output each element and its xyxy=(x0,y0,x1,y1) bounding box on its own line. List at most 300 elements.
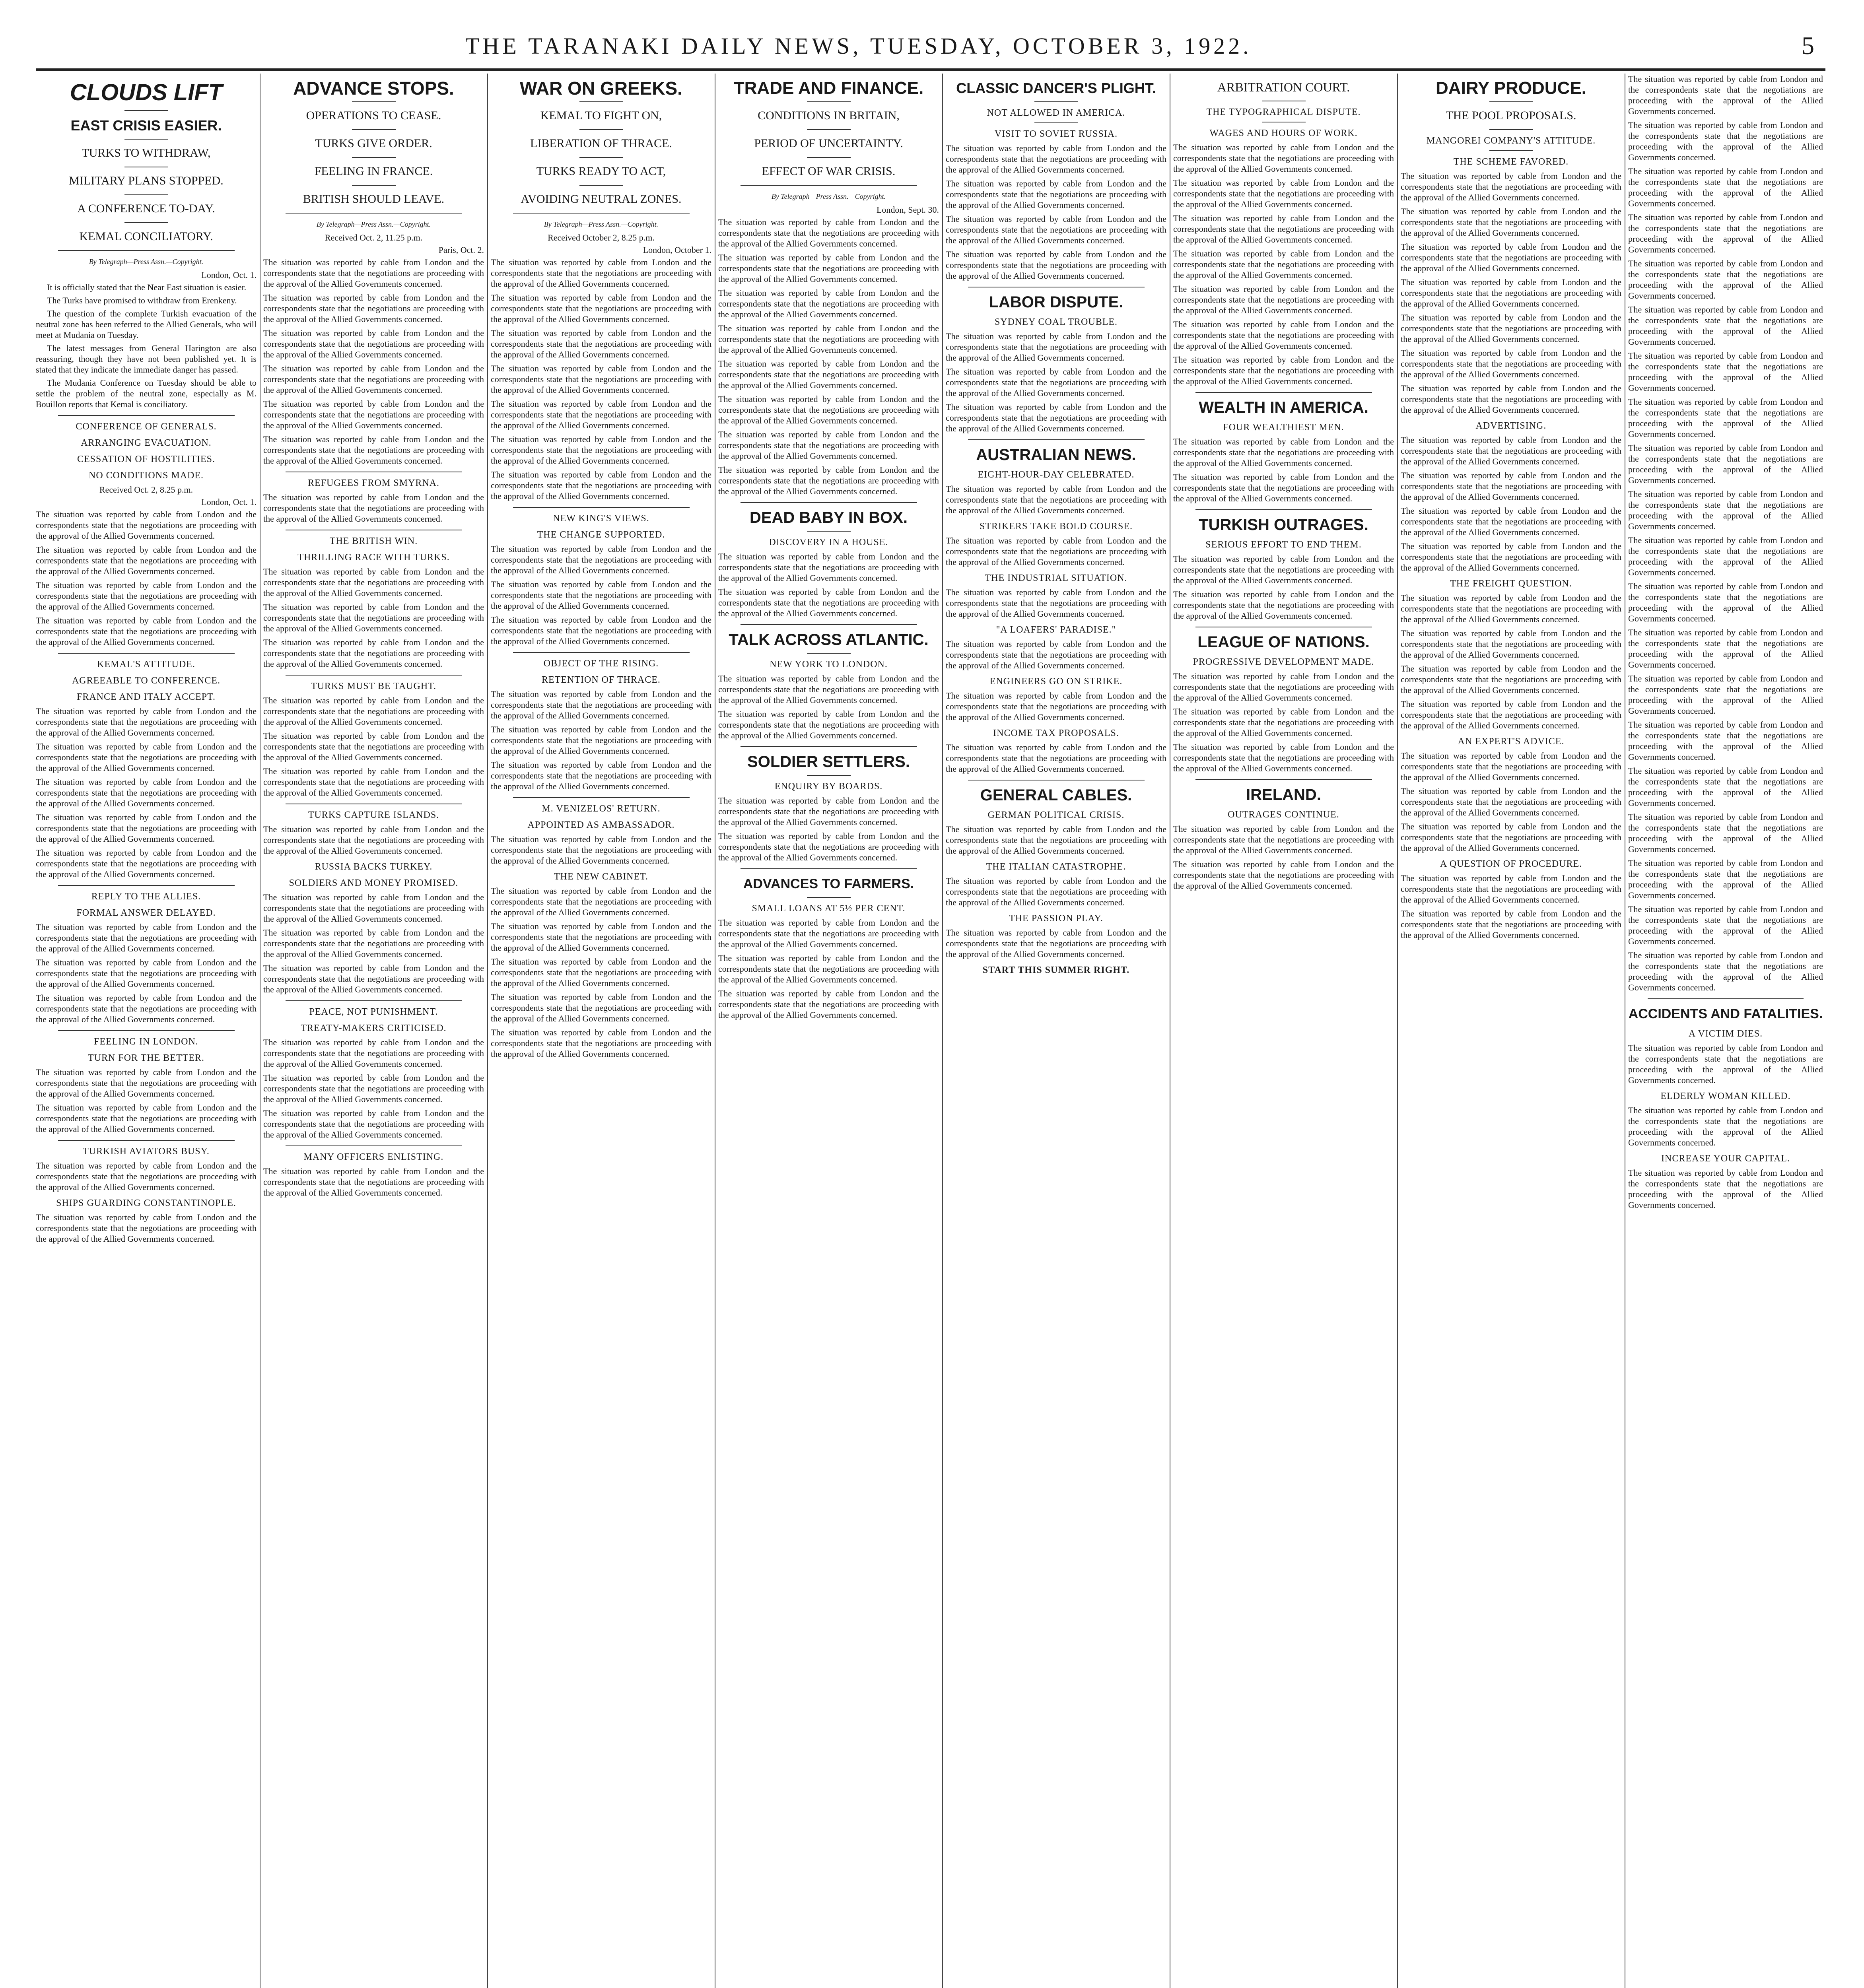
divider xyxy=(124,139,168,140)
column-5 xyxy=(946,74,1166,1988)
body-text: The situation was reported by cable from London and the correspondents state that the negotiations are proceeding with the approval of the Allied Governments concerned. xyxy=(263,567,484,598)
body-text: The situation was reported by cable from London and the correspondents state that the negotiations are proceeding with the approval of the Allied Governments concerned. xyxy=(491,544,711,575)
divider xyxy=(58,1140,235,1141)
section-heading: FORMAL ANSWER DELAYED. xyxy=(76,908,216,918)
divider xyxy=(741,868,917,869)
divider xyxy=(286,1000,462,1001)
dateline: London, Oct. 1. xyxy=(201,497,257,507)
body-text: The situation was reported by cable from London and the correspondents state that the negotiations are proceeding with the approval of the Allied Governments concerned. xyxy=(1401,277,1621,309)
divider xyxy=(124,194,168,195)
divider xyxy=(513,652,690,653)
section-headline: ACCIDENTS AND FATALITIES. xyxy=(1628,1006,1823,1021)
body-text: The situation was reported by cable from London and the correspondents state that the negotiations are proceeding with the approval of the Allied Governments concerned. xyxy=(36,1103,257,1134)
body-text: The situation was reported by cable from London and the correspondents state that the negotiations are proceeding with the approval of the Allied Governments concerned. xyxy=(1628,489,1823,531)
body-text: The situation was reported by cable from London and the correspondents state that the negotiations are proceeding with the approval of the Allied Governments concerned. xyxy=(718,323,939,355)
column-8 xyxy=(1628,74,1823,1988)
body-text: The situation was reported by cable from London and the correspondents state that the negotiations are proceeding with the approval of the Allied Governments concerned. xyxy=(1628,258,1823,301)
body-text: The situation was reported by cable from London and the correspondents state that the negotiations are proceeding with the approval of the Allied Governments concerned. xyxy=(1173,671,1394,703)
column-2 xyxy=(263,74,484,1988)
body-text: The situation was reported by cable from London and the correspondents state that the negotiations are proceeding with the approval of the Allied Governments concerned. xyxy=(36,922,257,953)
body-text: The situation was reported by cable from London and the correspondents state that the negotiations are proceeding with the approval of the Allied Governments concerned. xyxy=(946,143,1166,175)
section-heading: AGREEABLE TO CONFERENCE. xyxy=(72,676,221,686)
body-text: The situation was reported by cable from London and the correspondents state that the negotiations are proceeding with the approval of the Allied Governments concerned. xyxy=(1401,821,1621,853)
body-text: The situation was reported by cable from London and the correspondents state that the negotiations are proceeding with the approval of the Allied Governments concerned. xyxy=(946,639,1166,670)
divider xyxy=(807,101,851,102)
body-text: The situation was reported by cable from London and the correspondents state that the negotiations are proceeding with the approval of the Allied Governments concerned. xyxy=(718,953,939,984)
divider xyxy=(741,624,917,625)
headline: TRADE AND FINANCE. xyxy=(733,78,924,98)
subheadline: OPERATIONS TO CEASE. xyxy=(306,109,441,122)
body-text: The situation was reported by cable from London and the correspondents state that the negotiations are proceeding with the approval of the Allied Governments concerned. xyxy=(1173,859,1394,891)
body-text: The situation was reported by cable from London and the correspondents state that the negotiations are proceeding with the approval of the Allied Governments concerned. xyxy=(263,731,484,762)
body-text: The situation was reported by cable from London and the correspondents state that the negotiations are proceeding with the approval of the Allied Governments concerned. xyxy=(263,824,484,856)
subheadline: KEMAL TO FIGHT ON, xyxy=(540,109,662,122)
section-heading: SHIPS GUARDING CONSTANTINOPLE. xyxy=(56,1198,236,1208)
body-text: The situation was reported by cable from London and the correspondents state that the negotiations are proceeding with the approval of the Allied Governments concerned. xyxy=(1173,178,1394,209)
section-heading: ARRANGING EVACUATION. xyxy=(81,438,212,448)
section-heading: KEMAL'S ATTITUDE. xyxy=(97,659,195,670)
column-7 xyxy=(1401,74,1621,1988)
body-text: The situation was reported by cable from London and the correspondents state that the negotiations are proceeding with the approval of the Allied Governments concerned. xyxy=(491,992,711,1023)
column-3 xyxy=(491,74,711,1988)
body-text: The situation was reported by cable from London and the correspondents state that the negotiations are proceeding with the approval of the Allied Governments concerned. xyxy=(1401,751,1621,782)
divider xyxy=(1195,392,1372,393)
divider xyxy=(513,213,690,214)
headline: DAIRY PRODUCE. xyxy=(1436,78,1586,98)
body-text: The situation was reported by cable from London and the correspondents state that the negotiations are proceeding with the approval of the Allied Governments concerned. xyxy=(718,394,939,425)
body-text: The situation was reported by cable from London and the correspondents state that the negotiations are proceeding with the approval of the Allied Governments concerned. xyxy=(491,834,711,866)
body-text: The situation was reported by cable from London and the correspondents state that the negotiations are proceeding with the approval of the Allied Governments concerned. xyxy=(263,766,484,798)
press-credit: By Telegraph—Press Assn.—Copyright. xyxy=(89,258,204,266)
body-text: The situation was reported by cable from London and the correspondents state that the negotiations are proceeding with the approval of the Allied Governments concerned. xyxy=(1401,206,1621,238)
subheadline: THE SCHEME FAVORED. xyxy=(1453,157,1569,167)
body-text: The situation was reported by cable from London and the correspondents state that the negotiations are proceeding with the approval of the Allied Governments concerned. xyxy=(1173,284,1394,315)
body-text: The situation was reported by cable from London and the correspondents state that the negotiations are proceeding with the approval of the Allied Governments concerned. xyxy=(491,363,711,395)
divider xyxy=(1648,998,1804,999)
section-heading: TREATY-MAKERS CRITICISED. xyxy=(301,1023,447,1033)
body-text: The situation was reported by cable from London and the correspondents state that the negotiations are proceeding with the approval of the Allied Governments concerned. xyxy=(1173,213,1394,245)
body-text: The situation was reported by cable from London and the correspondents state that the negotiations are proceeding with the approval of the Allied Governments concerned. xyxy=(491,293,711,324)
body-text: The situation was reported by cable from London and the correspondents state that the negotiations are proceeding with the approval of the Allied Governments concerned. xyxy=(718,551,939,583)
column-rule xyxy=(1397,74,1398,1988)
section-heading: NEW YORK TO LONDON. xyxy=(770,659,888,670)
subheadline: NOT ALLOWED IN AMERICA. xyxy=(987,108,1125,118)
subheadline: MILITARY PLANS STOPPED. xyxy=(69,174,224,187)
body-text: The situation was reported by cable from London and the correspondents state that the negotiations are proceeding with the approval of the Allied Governments concerned. xyxy=(1173,248,1394,280)
body-text: The situation was reported by cable from London and the correspondents state that the negotiations are proceeding with the approval of the Allied Governments concerned. xyxy=(946,536,1166,567)
body-text: The situation was reported by cable from London and the correspondents state that the negotiations are proceeding with the approval of the Allied Governments concerned. xyxy=(36,706,257,738)
headline: WAR ON GREEKS. xyxy=(520,78,682,99)
body-text: The situation was reported by cable from London and the correspondents state that the negotiations are proceeding with the approval of the Allied Governments concerned. xyxy=(718,918,939,949)
section-heading: NEW KING'S VIEWS. xyxy=(553,513,649,524)
headline: CLASSIC DANCER'S PLIGHT. xyxy=(956,80,1156,96)
divider xyxy=(124,110,168,111)
section-heading: DISCOVERY IN A HOUSE. xyxy=(769,537,888,547)
body-text: The situation was reported by cable from London and the correspondents state that the negotiations are proceeding with the approval of the Allied Governments concerned. xyxy=(1173,742,1394,773)
subheadline: MANGOREI COMPANY'S ATTITUDE. xyxy=(1426,136,1596,146)
body-text: The situation was reported by cable from London and the correspondents state that the negotiations are proceeding with the approval of the Allied Governments concerned. xyxy=(1628,904,1823,946)
body-text: The situation was reported by cable from London and the correspondents state that the negotiations are proceeding with the approval of the Allied Governments concerned. xyxy=(1401,348,1621,379)
body-text: The situation was reported by cable from London and the correspondents state that the negotiations are proceeding with the approval of the Allied Governments concerned. xyxy=(263,1073,484,1104)
divider xyxy=(58,1030,235,1031)
subheadline: PERIOD OF UNCERTAINTY. xyxy=(754,137,903,150)
body-text: The situation was reported by cable from London and the correspondents state that the negotiations are proceeding with the approval of the Allied Governments concerned. xyxy=(1401,628,1621,660)
body-text: The situation was reported by cable from London and the correspondents state that the negotiations are proceeding with the approval of the Allied Governments concerned. xyxy=(36,509,257,541)
section-headline: TURKISH OUTRAGES. xyxy=(1199,516,1368,534)
body-text: The situation was reported by cable from London and the correspondents state that the negotiations are proceeding with the approval of the Allied Governments concerned. xyxy=(491,957,711,988)
column-1 xyxy=(36,74,257,1988)
body-text: The situation was reported by cable from London and the correspondents state that the negotiations are proceeding with the approval of the Allied Governments concerned. xyxy=(1628,627,1823,670)
body-text: The situation was reported by cable from London and the correspondents state that the negotiations are proceeding with the approval of the Allied Governments concerned. xyxy=(36,1161,257,1192)
body-text: The situation was reported by cable from London and the correspondents state that the negotiations are proceeding with the approval of the Allied Governments concerned. xyxy=(263,363,484,395)
body-text: The situation was reported by cable from London and the correspondents state that the negotiations are proceeding with the approval of the Allied Governments concerned. xyxy=(718,831,939,862)
body-text: The situation was reported by cable from London and the correspondents state that the negotiations are proceeding with the approval of the Allied Governments concerned. xyxy=(491,470,711,501)
section-heading: THRILLING RACE WITH TURKS. xyxy=(297,552,450,563)
section-heading: PROGRESSIVE DEVELOPMENT MADE. xyxy=(1193,657,1374,667)
subheadline: FEELING IN FRANCE. xyxy=(314,165,433,178)
section-heading: STRIKERS TAKE BOLD COURSE. xyxy=(979,521,1133,532)
body-text: The situation was reported by cable from London and the correspondents state that the negotiations are proceeding with the approval of the Allied Governments concerned. xyxy=(718,587,939,618)
body-text: The situation was reported by cable from London and the correspondents state that the negotiations are proceeding with the approval of the Allied Governments concerned. xyxy=(1401,171,1621,202)
section-heading: TURKISH AVIATORS BUSY. xyxy=(83,1146,210,1157)
body-text: The situation was reported by cable from London and the correspondents state that the negotiations are proceeding with the approval of the Allied Governments concerned. xyxy=(263,293,484,324)
section-heading: SERIOUS EFFORT TO END THEM. xyxy=(1205,540,1362,550)
section-heading: EIGHT-HOUR-DAY CELEBRATED. xyxy=(978,470,1135,480)
section-heading: ENGINEERS GO ON STRIKE. xyxy=(989,676,1123,687)
divider xyxy=(513,797,690,798)
divider xyxy=(124,222,168,223)
section-heading: OUTRAGES CONTINUE. xyxy=(1228,810,1339,820)
divider xyxy=(1489,129,1533,130)
body-text: The situation was reported by cable from London and the correspondents state that the negotiations are proceeding with the approval of the Allied Governments concerned. xyxy=(1628,212,1823,254)
body-text: The situation was reported by cable from London and the correspondents state that the negotiations are proceeding with the approval of the Allied Governments concerned. xyxy=(718,796,939,827)
received-line: Received Oct. 2, 8.25 p.m. xyxy=(99,485,193,495)
divider xyxy=(1489,101,1533,102)
body-text: The situation was reported by cable from London and the correspondents state that the negotiations are proceeding with the approval of the Allied Governments concerned. xyxy=(263,492,484,524)
body-text: The situation was reported by cable from London and the correspondents state that the negotiations are proceeding with the approval of the Allied Governments concerned. xyxy=(263,637,484,669)
body-text: The situation was reported by cable from London and the correspondents state that the negotiations are proceeding with the approval of the Allied Governments concerned. xyxy=(946,742,1166,774)
section-heading: FRANCE AND ITALY ACCEPT. xyxy=(76,692,216,702)
body-text: The situation was reported by cable from London and the correspondents state that the negotiations are proceeding with the approval of the Allied Governments concerned. xyxy=(491,689,711,720)
section-heading: THE NEW CABINET. xyxy=(554,872,649,882)
received-line: Received October 2, 8.25 p.m. xyxy=(548,233,655,243)
divider xyxy=(579,185,623,186)
body-text: The situation was reported by cable from London and the correspondents state that the negotiations are proceeding with the approval of the Allied Governments concerned. xyxy=(946,402,1166,433)
body-text: The situation was reported by cable from London and the correspondents state that the negotiations are proceeding with the approval of the Allied Governments concerned. xyxy=(1401,506,1621,537)
body-text: The situation was reported by cable from London and the correspondents state that the negotiations are proceeding with the approval of the Allied Governments concerned. xyxy=(491,399,711,430)
body-text: The situation was reported by cable from London and the correspondents state that the negotiations are proceeding with the approval of the Allied Governments concerned. xyxy=(263,399,484,430)
body-text: The situation was reported by cable from London and the correspondents state that the negotiations are proceeding with the approval of the Allied Governments concerned. xyxy=(1628,674,1823,716)
subheadline: TURKS GIVE ORDER. xyxy=(315,137,432,150)
section-headline: ADVANCES TO FARMERS. xyxy=(743,876,914,891)
body-text: The situation was reported by cable from London and the correspondents state that the negotiations are proceeding with the approval of the Allied Governments concerned. xyxy=(36,1067,257,1099)
body-text: The situation was reported by cable from London and the correspondents state that the negotiations are proceeding with the approval of the Allied Governments concerned. xyxy=(36,993,257,1024)
body-text: The situation was reported by cable from London and the correspondents state that the negotiations are proceeding with the approval of the Allied Governments concerned. xyxy=(1628,1043,1823,1085)
body-text: The situation was reported by cable from London and the correspondents state that the negotiations are proceeding with the approval of the Allied Governments concerned. xyxy=(1628,950,1823,992)
body-text: The situation was reported by cable from London and the correspondents state that the negotiations are proceeding with the approval of the Allied Governments concerned. xyxy=(491,328,711,359)
body-text: The situation was reported by cable from London and the correspondents state that the negotiations are proceeding with the approval of the Allied Governments concerned. xyxy=(946,824,1166,856)
article-paragraph: The Mudania Conference on Tuesday should be able to settle the problem of the neutral zone, especially as M. Bouillon reports that Kemal is conciliatory. xyxy=(36,378,257,409)
section-heading: "A LOAFERS' PARADISE." xyxy=(996,625,1116,635)
section-heading: TURKS MUST BE TAUGHT. xyxy=(311,681,437,691)
subheadline: VISIT TO SOVIET RUSSIA. xyxy=(994,129,1118,139)
section-heading: REPLY TO THE ALLIES. xyxy=(91,891,201,902)
body-text: The situation was reported by cable from London and the correspondents state that the negotiations are proceeding with the approval of the Allied Governments concerned. xyxy=(1173,142,1394,174)
page-number: 5 xyxy=(1802,31,1817,60)
section-headline: WEALTH IN AMERICA. xyxy=(1199,399,1368,416)
section-heading: OBJECT OF THE RISING. xyxy=(543,658,659,669)
subheadline: TURKS TO WITHDRAW, xyxy=(82,146,211,159)
dateline: London, Oct. 1. xyxy=(201,270,257,280)
section-heading: NO CONDITIONS MADE. xyxy=(89,470,204,481)
body-text: The situation was reported by cable from London and the correspondents state that the negotiations are proceeding with the approval of the Allied Governments concerned. xyxy=(1628,720,1823,762)
body-text: The situation was reported by cable from London and the correspondents state that the negotiations are proceeding with the approval of the Allied Governments concerned. xyxy=(1401,593,1621,624)
divider xyxy=(579,101,623,102)
section-headline: DEAD BABY IN BOX. xyxy=(749,509,908,526)
body-text: The situation was reported by cable from London and the correspondents state that the negotiations are proceeding with the approval of the Allied Governments concerned. xyxy=(491,886,711,917)
columns xyxy=(36,74,1825,1988)
article-paragraph: It is officially stated that the Near East situation is easier. xyxy=(47,282,247,292)
divider xyxy=(741,502,917,503)
body-text: The situation was reported by cable from London and the correspondents state that the negotiations are proceeding with the approval of the Allied Governments concerned. xyxy=(1401,470,1621,502)
body-text: The situation was reported by cable from London and the correspondents state that the negotiations are proceeding with the approval of the Allied Governments concerned. xyxy=(718,359,939,390)
divider xyxy=(807,653,851,654)
section-heading: RETENTION OF THRACE. xyxy=(542,675,661,685)
body-text: The situation was reported by cable from London and the correspondents state that the negotiations are proceeding with the approval of the Allied Governments concerned. xyxy=(1628,74,1823,116)
section-heading: INCOME TAX PROPOSALS. xyxy=(993,728,1119,738)
body-text: The situation was reported by cable from London and the correspondents state that the negotiations are proceeding with the approval of the Allied Governments concerned. xyxy=(1173,554,1394,585)
dateline: London, October 1. xyxy=(643,245,711,255)
press-credit: By Telegraph—Press Assn.—Copyright. xyxy=(316,220,431,228)
section-heading: A VICTIM DIES. xyxy=(1688,1029,1763,1039)
body-text: The situation was reported by cable from London and the correspondents state that the negotiations are proceeding with the approval of the Allied Governments concerned. xyxy=(491,921,711,953)
section-heading: FOUR WEALTHIEST MEN. xyxy=(1223,422,1344,433)
divider xyxy=(579,157,623,158)
subheadline: CONDITIONS IN BRITAIN, xyxy=(758,109,900,122)
body-text: The situation was reported by cable from London and the correspondents state that the negotiations are proceeding with the approval of the Allied Governments concerned. xyxy=(718,252,939,284)
body-text: The situation was reported by cable from London and the correspondents state that the negotiations are proceeding with the approval of the Allied Governments concerned. xyxy=(1401,873,1621,905)
body-text: The situation was reported by cable from London and the correspondents state that the negotiations are proceeding with the approval of the Allied Governments concerned. xyxy=(491,724,711,756)
body-text: The situation was reported by cable from London and the correspondents state that the negotiations are proceeding with the approval of the Allied Governments concerned. xyxy=(946,587,1166,619)
body-text: The situation was reported by cable from London and the correspondents state that the negotiations are proceeding with the approval of the Allied Governments concerned. xyxy=(263,928,484,959)
body-text: The situation was reported by cable from London and the correspondents state that the negotiations are proceeding with the approval of the Allied Governments concerned. xyxy=(1401,699,1621,730)
body-text: The situation was reported by cable from London and the correspondents state that the negotiations are proceeding with the approval of the Allied Governments concerned. xyxy=(263,328,484,359)
body-text: The situation was reported by cable from London and the correspondents state that the negotiations are proceeding with the approval of the Allied Governments concerned. xyxy=(1628,443,1823,485)
body-text: The situation was reported by cable from London and the correspondents state that the negotiations are proceeding with the approval of the Allied Governments concerned. xyxy=(1401,541,1621,573)
body-text: The situation was reported by cable from London and the correspondents state that the negotiations are proceeding with the approval of the Allied Governments concerned. xyxy=(36,615,257,647)
body-text: The situation was reported by cable from London and the correspondents state that the negotiations are proceeding with the approval of the Allied Governments concerned. xyxy=(1628,351,1823,393)
divider xyxy=(58,885,235,886)
body-text: The situation was reported by cable from London and the correspondents state that the negotiations are proceeding with the approval of the Allied Governments concerned. xyxy=(36,777,257,808)
masthead xyxy=(36,24,1817,68)
section-heading: ENQUIRY BY BOARDS. xyxy=(774,781,883,792)
divider xyxy=(807,775,851,776)
article-paragraph: The latest messages from General Harington are also reassuring, though they have not been published yet. It is stated that they indicate the immediate danger has passed. xyxy=(36,343,257,375)
section-heading: SYDNEY COAL TROUBLE. xyxy=(994,317,1118,327)
body-text: The situation was reported by cable from London and the correspondents state that the negotiations are proceeding with the approval of the Allied Governments concerned. xyxy=(1628,397,1823,439)
section-heading: MANY OFFICERS ENLISTING. xyxy=(303,1152,444,1162)
body-text: The situation was reported by cable from London and the correspondents state that the negotiations are proceeding with the approval of the Allied Governments concerned. xyxy=(946,249,1166,281)
body-text: The situation was reported by cable from London and the correspondents state that the negotiations are proceeding with the approval of the Allied Governments concerned. xyxy=(718,288,939,319)
divider xyxy=(741,746,917,747)
masthead-rule xyxy=(36,68,1825,71)
body-text: The situation was reported by cable from London and the correspondents state that the negotiations are proceeding with the approval of the Allied Governments concerned. xyxy=(1401,313,1621,344)
section-heading: AN EXPERT'S ADVICE. xyxy=(1458,736,1565,747)
subheadline: A CONFERENCE TO-DAY. xyxy=(77,202,215,215)
body-text: The situation was reported by cable from London and the correspondents state that the negotiations are proceeding with the approval of the Allied Governments concerned. xyxy=(36,1212,257,1244)
column-rule xyxy=(942,74,943,1988)
section-headline: IRELAND. xyxy=(1246,786,1321,804)
body-text: The situation was reported by cable from London and the correspondents state that the negotiations are proceeding with the approval of the Allied Governments concerned. xyxy=(263,434,484,466)
received-line: Received Oct. 2, 11.25 p.m. xyxy=(325,233,423,243)
divider xyxy=(1034,122,1078,123)
body-text: The situation was reported by cable from London and the correspondents state that the negotiations are proceeding with the approval of the Allied Governments concerned. xyxy=(1173,472,1394,503)
divider xyxy=(286,1145,462,1146)
section-heading: THE PASSION PLAY. xyxy=(1009,913,1103,924)
body-text: The situation was reported by cable from London and the correspondents state that the negotiations are proceeding with the approval of the Allied Governments concerned. xyxy=(491,615,711,646)
subheadline: LIBERATION OF THRACE. xyxy=(530,137,672,150)
section-heading: SMALL LOANS AT 5½ PER CENT. xyxy=(752,903,906,914)
body-text: The situation was reported by cable from London and the correspondents state that the negotiations are proceeding with the approval of the Allied Governments concerned. xyxy=(1173,824,1394,855)
body-text: The situation was reported by cable from London and the correspondents state that the negotiations are proceeding with the approval of the Allied Governments concerned. xyxy=(946,331,1166,363)
body-text: The situation was reported by cable from London and the correspondents state that the negotiations are proceeding with the approval of the Allied Governments concerned. xyxy=(946,928,1166,959)
press-credit: By Telegraph—Press Assn.—Copyright. xyxy=(771,192,886,200)
section-heading: APPOINTED AS AMBASSADOR. xyxy=(527,820,675,830)
section-heading: PEACE, NOT PUNISHMENT. xyxy=(309,1007,438,1017)
body-text: The situation was reported by cable from London and the correspondents state that the negotiations are proceeding with the approval of the Allied Governments concerned. xyxy=(946,179,1166,210)
body-text: The situation was reported by cable from London and the correspondents state that the negotiations are proceeding with the approval of the Allied Governments concerned. xyxy=(1628,305,1823,347)
divider xyxy=(807,129,851,130)
divider xyxy=(286,213,462,214)
body-text: The situation was reported by cable from London and the correspondents state that the negotiations are proceeding with the approval of the Allied Governments concerned. xyxy=(1401,786,1621,817)
section-heading: THE ITALIAN CATASTROPHE. xyxy=(986,862,1126,872)
body-text: The situation was reported by cable from London and the correspondents state that the negotiations are proceeding with the approval of the Allied Governments concerned. xyxy=(36,545,257,576)
body-text: The situation was reported by cable from London and the correspondents state that the negotiations are proceeding with the approval of the Allied Governments concerned. xyxy=(1173,589,1394,621)
body-text: The situation was reported by cable from London and the correspondents state that the negotiations are proceeding with the approval of the Allied Governments concerned. xyxy=(946,484,1166,515)
section-headline: GENERAL CABLES. xyxy=(980,786,1132,804)
body-text: The situation was reported by cable from London and the correspondents state that the negotiations are proceeding with the approval of the Allied Governments concerned. xyxy=(491,434,711,466)
body-text: The situation was reported by cable from London and the correspondents state that the negotiations are proceeding with the approval of the Allied Governments concerned. xyxy=(1628,812,1823,854)
divider xyxy=(286,675,462,676)
body-text: The situation was reported by cable from London and the correspondents state that the negotiations are proceeding with the approval of the Allied Governments concerned. xyxy=(1401,909,1621,940)
body-text: The situation was reported by cable from London and the correspondents state that the negotiations are proceeding with the approval of the Allied Governments concerned. xyxy=(1628,535,1823,577)
body-text: The situation was reported by cable from London and the correspondents state that the negotiations are proceeding with the approval of the Allied Governments concerned. xyxy=(718,465,939,496)
body-text: The situation was reported by cable from London and the correspondents state that the negotiations are proceeding with the approval of the Allied Governments concerned. xyxy=(263,695,484,727)
body-text: The situation was reported by cable from London and the correspondents state that the negotiations are proceeding with the approval of the Allied Governments concerned. xyxy=(263,1037,484,1069)
body-text: The situation was reported by cable from London and the correspondents state that the negotiations are proceeding with the approval of the Allied Governments concerned. xyxy=(946,367,1166,398)
body-text: The situation was reported by cable from London and the correspondents state that the negotiations are proceeding with the approval of the Allied Governments concerned. xyxy=(491,579,711,611)
subheadline: EFFECT OF WAR CRISIS. xyxy=(762,165,896,178)
body-text: The situation was reported by cable from London and the correspondents state that the negotiations are proceeding with the approval of the Allied Governments concerned. xyxy=(1628,581,1823,623)
section-heading: A QUESTION OF PROCEDURE. xyxy=(1440,859,1582,869)
section-heading: THE FREIGHT QUESTION. xyxy=(1450,579,1572,589)
body-text: The situation was reported by cable from London and the correspondents state that the negotiations are proceeding with the approval of the Allied Governments concerned. xyxy=(946,876,1166,907)
section-heading: ELDERLY WOMAN KILLED. xyxy=(1660,1091,1791,1101)
body-text: The situation was reported by cable from London and the correspondents state that the negotiations are proceeding with the approval of the Allied Governments concerned. xyxy=(1628,1168,1823,1210)
divider xyxy=(58,653,235,654)
section-heading: M. VENIZELOS' RETURN. xyxy=(542,804,661,814)
body-text: The situation was reported by cable from London and the correspondents state that the negotiations are proceeding with the approval of the Allied Governments concerned. xyxy=(1628,858,1823,900)
article-paragraph: The Turks have promised to withdraw from Erenkeny. xyxy=(47,295,237,305)
section-headline: LABOR DISPUTE. xyxy=(989,293,1123,311)
section-heading: TURN FOR THE BETTER. xyxy=(88,1053,204,1063)
newspaper-title: THE TARANAKI DAILY NEWS, TUESDAY, OCTOBER 3, 1922. xyxy=(465,33,1252,59)
section-headline: LEAGUE OF NATIONS. xyxy=(1197,633,1370,651)
divider xyxy=(968,439,1145,440)
divider xyxy=(352,185,396,186)
body-text: The situation was reported by cable from London and the correspondents state that the negotiations are proceeding with the approval of the Allied Governments concerned. xyxy=(263,892,484,924)
body-text: The situation was reported by cable from London and the correspondents state that the negotiations are proceeding with the approval of the Allied Governments concerned. xyxy=(718,217,939,248)
divider xyxy=(1195,779,1372,780)
section-heading: GERMAN POLITICAL CRISIS. xyxy=(987,810,1125,820)
body-text: The situation was reported by cable from London and the correspondents state that the negotiations are proceeding with the approval of the Allied Governments concerned. xyxy=(36,580,257,612)
divider xyxy=(807,531,851,532)
column-rule xyxy=(487,74,488,1988)
body-text: The situation was reported by cable from London and the correspondents state that the negotiations are proceeding with the approval of the Allied Governments concerned. xyxy=(718,709,939,740)
divider xyxy=(352,157,396,158)
body-text: The situation was reported by cable from London and the correspondents state that the negotiations are proceeding with the approval of the Allied Governments concerned. xyxy=(491,257,711,289)
divider xyxy=(1195,509,1372,510)
divider xyxy=(352,129,396,130)
section-headline: AUSTRALIAN NEWS. xyxy=(976,446,1136,464)
body-text: The situation was reported by cable from London and the correspondents state that the negotiations are proceeding with the approval of the Allied Governments concerned. xyxy=(1401,383,1621,415)
press-credit: By Telegraph—Press Assn.—Copyright. xyxy=(544,220,659,228)
divider xyxy=(58,250,235,251)
body-text: The situation was reported by cable from London and the correspondents state that the negotiations are proceeding with the approval of the Allied Governments concerned. xyxy=(36,742,257,773)
divider xyxy=(513,507,690,508)
subheadline: THE POOL PROPOSALS. xyxy=(1446,109,1576,122)
dateline: Paris, Oct. 2. xyxy=(438,245,484,255)
body-text: The situation was reported by cable from London and the correspondents state that the negotiations are proceeding with the approval of the Allied Governments concerned. xyxy=(946,214,1166,245)
body-text: The situation was reported by cable from London and the correspondents state that the negotiations are proceeding with the approval of the Allied Governments concerned. xyxy=(263,1108,484,1140)
subheadline: THE TYPOGRAPHICAL DISPUTE. xyxy=(1206,107,1361,117)
section-heading: THE BRITISH WIN. xyxy=(329,536,418,546)
section-heading: ADVERTISING. xyxy=(1475,421,1547,431)
body-text: The situation was reported by cable from London and the correspondents state that the negotiations are proceeding with the approval of the Allied Governments concerned. xyxy=(1628,1105,1823,1147)
subheadline: KEMAL CONCILIATORY. xyxy=(79,230,213,243)
advert-heading: START THIS SUMMER RIGHT. xyxy=(982,965,1130,975)
body-text: The situation was reported by cable from London and the correspondents state that the negotiations are proceeding with the approval of the Allied Governments concerned. xyxy=(263,257,484,289)
section-headline: TALK ACROSS ATLANTIC. xyxy=(729,631,929,648)
divider xyxy=(1489,150,1533,151)
body-text: The situation was reported by cable from London and the correspondents state that the negotiations are proceeding with the approval of the Allied Governments concerned. xyxy=(491,760,711,791)
headline: CLOUDS LIFT xyxy=(70,80,223,105)
article-paragraph: The question of the complete Turkish evacuation of the neutral zone has been referred to the Allied Generals, who will meet at Mudania on Tuesday. xyxy=(36,309,257,340)
body-text: The situation was reported by cable from London and the correspondents state that the negotiations are proceeding with the approval of the Allied Governments concerned. xyxy=(263,602,484,633)
divider xyxy=(352,101,396,102)
section-heading: THE INDUSTRIAL SITUATION. xyxy=(985,573,1127,583)
headline: ARBITRATION COURT. xyxy=(1217,80,1350,94)
section-heading: REFUGEES FROM SMYRNA. xyxy=(307,478,440,488)
divider xyxy=(741,185,917,186)
body-text: The situation was reported by cable from London and the correspondents state that the negotiations are proceeding with the approval of the Allied Governments concerned. xyxy=(718,988,939,1020)
section-headline: SOLDIER SETTLERS. xyxy=(747,753,910,771)
subheadline: EAST CRISIS EASIER. xyxy=(70,117,222,134)
section-heading: RUSSIA BACKS TURKEY. xyxy=(315,862,433,872)
subheadline: AVOIDING NEUTRAL ZONES. xyxy=(521,192,682,206)
divider xyxy=(58,415,235,416)
body-text: The situation was reported by cable from London and the correspondents state that the negotiations are proceeding with the approval of the Allied Governments concerned. xyxy=(1173,355,1394,386)
body-text: The situation was reported by cable from London and the correspondents state that the negotiations are proceeding with the approval of the Allied Governments concerned. xyxy=(263,963,484,994)
column-6 xyxy=(1173,74,1394,1988)
body-text: The situation was reported by cable from London and the correspondents state that the negotiations are proceeding with the approval of the Allied Governments concerned. xyxy=(1628,120,1823,162)
section-heading: THE CHANGE SUPPORTED. xyxy=(537,530,665,540)
divider xyxy=(579,129,623,130)
section-heading: SOLDIERS AND MONEY PROMISED. xyxy=(289,878,459,888)
body-text: The situation was reported by cable from London and the correspondents state that the negotiations are proceeding with the approval of the Allied Governments concerned. xyxy=(1173,319,1394,351)
column-4 xyxy=(718,74,939,1988)
body-text: The situation was reported by cable from London and the correspondents state that the negotiations are proceeding with the approval of the Allied Governments concerned. xyxy=(1628,766,1823,808)
